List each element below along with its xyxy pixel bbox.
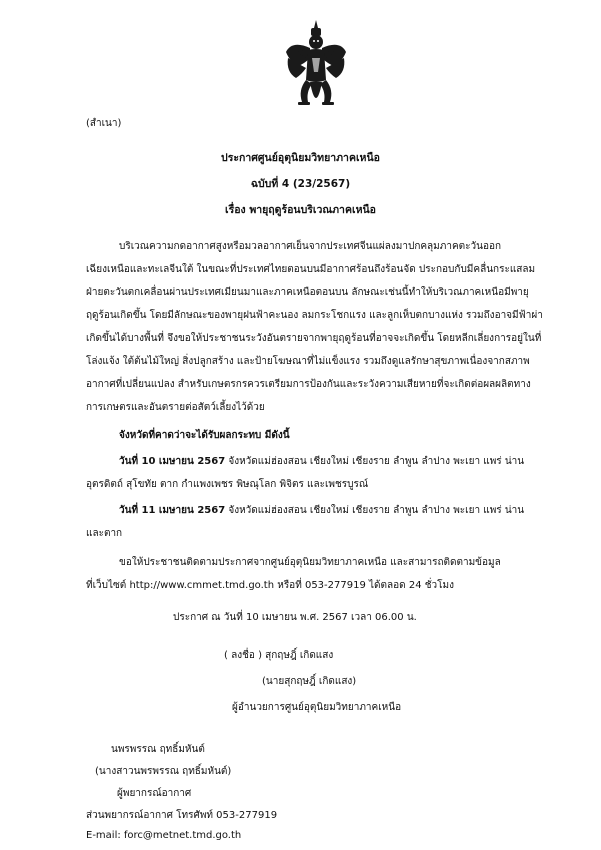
body-line-5: เกิดขึ้นได้บางพื้นที่ จึงขอให้ประชาชนระวังอันตรายจากพายุฤดูร้อนที่อาจจะเกิดขึ้น โดยหลีกเลี่ยงการอยู่ในที่ — [86, 333, 542, 344]
day2-line1 — [119, 503, 524, 518]
forecaster-role: ผู้พยากรณ์อากาศ — [117, 788, 192, 799]
body-line-7: อากาศที่เปลี่ยนแปลง สำหรับเกษตรกรควรเตรียมการป้องกันและระวังความเสียหายที่จะเกิดต่อผลผลิตทาง — [86, 379, 531, 390]
day2-date: วันที่ 11 เมษายน 2567 — [119, 505, 226, 516]
body-line-6: โล่งแจ้ง ใต้ต้นไม้ใหญ่ สิ่งปลูกสร้าง และป้ายโฆษณาที่ไม่แข็งแรง รวมถึงดูแลรักษาสุขภาพเนื่องจากสภาพ — [86, 356, 530, 367]
announcement-subject: เรื่อง พายุฤดูร้อนบริเวณภาคเหนือ — [225, 204, 376, 216]
forecast-division-phone: ส่วนพยากรณ์อากาศ โทรศัพท์ 053-277919 — [86, 810, 278, 821]
contact-email: E-mail: forc@metnet.tmd.go.th — [86, 830, 242, 841]
day2-line2: และตาก — [86, 528, 123, 539]
forecaster-signature: นพรพรรณ ฤทธิ์มหันต์ — [111, 744, 205, 755]
body-line-1: บริเวณความกดอากาศสูงหรือมวลอากาศเย็นจากประเทศจีนแผ่ลงมาปกคลุมภาคตะวันออก — [119, 241, 502, 252]
day1-line1 — [119, 454, 524, 469]
garuda-emblem-icon — [284, 18, 348, 116]
forecaster-name: (นางสาวนพรพรรณ ฤทธิ์มหันต์) — [95, 766, 232, 777]
body-line-8: การเกษตรและอันตรายต่อสัตว์เลี้ยงไว้ด้วย — [86, 402, 265, 413]
copy-mark: (สำเนา) — [86, 118, 122, 129]
day1-provinces: จังหวัดแม่ฮ่องสอน เชียงใหม่ เชียงราย ลำพูน ลำปาง พะเยา แพร่ น่าน — [225, 456, 525, 467]
day1-date: วันที่ 10 เมษายน 2567 — [119, 456, 226, 467]
issue-number: ฉบับที่ 4 (23/2567) — [250, 178, 351, 190]
day1-line2: อุตรดิตถ์ สุโขทัย ตาก กำแพงเพชร พิษณุโลก พิจิตร และเพชรบูรณ์ — [86, 479, 369, 490]
signer-position: ผู้อำนวยการศูนย์อุตุนิยมวิทยาภาคเหนือ — [232, 702, 402, 713]
signer-name: (นายสุกฤษฎิ์ เกิดแสง) — [262, 676, 357, 687]
follow-line-2: ที่เว็บไซต์ http://www.cmmet.tmd.go.th หรือที่ 053-277919 ได้ตลอด 24 ชั่วโมง — [86, 580, 454, 591]
day2-provinces: จังหวัดแม่ฮ่องสอน เชียงใหม่ เชียงราย ลำพูน ลำปาง พะเยา แพร่ น่าน — [225, 505, 525, 516]
announcement-date: ประกาศ ณ วันที่ 10 เมษายน พ.ศ. 2567 เวลา 06.00 น. — [173, 612, 417, 623]
affected-provinces-heading: จังหวัดที่คาดว่าจะได้รับผลกระทบ มีดังนี้ — [119, 430, 290, 441]
body-line-3: ฝ่ายตะวันตกเคลื่อนผ่านประเทศเมียนมาและภาคเหนือตอนบน ลักษณะเช่นนี้ทำให้บริเวณภาคเหนือมีพายุ — [86, 287, 529, 298]
announcement-title: ประกาศศูนย์อุตุนิยมวิทยาภาคเหนือ — [221, 152, 380, 164]
body-line-4: ฤดูร้อนเกิดขึ้น โดยมีลักษณะของพายุฝนฟ้าคะนอง ลมกระโชกแรง และลูกเห็บตกบางแห่ง รวมถึงอาจมีฟ้าผ่า — [86, 310, 543, 321]
follow-line-1: ขอให้ประชาชนติดตามประกาศจากศูนย์อุตุนิยมวิทยาภาคเหนือ และสามารถติดตามข้อมูล — [119, 557, 501, 568]
signature-line: ( ลงชื่อ ) สุกฤษฎิ์ เกิดแสง — [224, 650, 334, 661]
body-line-2: เฉียงเหนือและทะเลจีนใต้ ในขณะที่ประเทศไทยตอนบนมีอากาศร้อนถึงร้อนจัด ประกอบกับมีคลื่นกระแสลม — [86, 264, 536, 275]
